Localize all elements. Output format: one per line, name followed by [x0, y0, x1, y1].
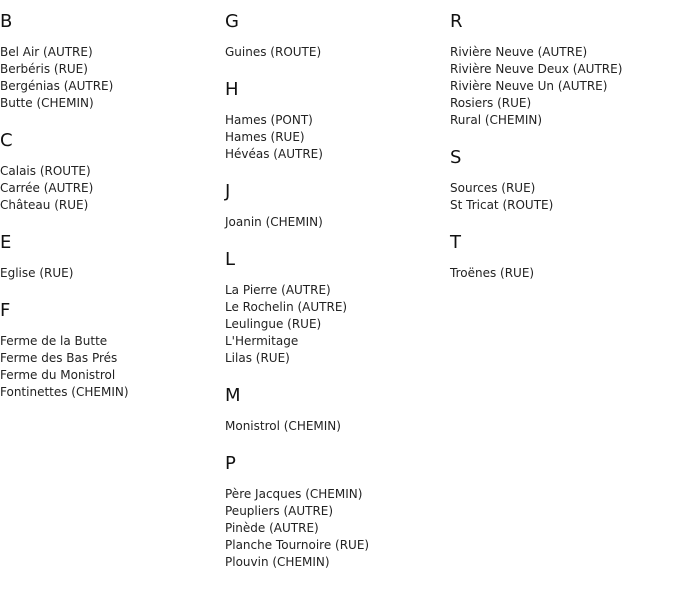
letter-heading: J — [225, 181, 231, 202]
street-link[interactable]: Ferme des Bas Prés — [0, 351, 118, 365]
index-column — [225, 10, 445, 588]
index-column — [0, 10, 220, 418]
street-list — [0, 44, 220, 112]
letter-heading: M — [225, 385, 241, 406]
letter-group — [450, 231, 670, 282]
street-link[interactable]: Peupliers (AUTRE) — [225, 504, 334, 518]
street-list — [225, 418, 445, 435]
letter-heading: S — [450, 147, 462, 168]
street-link[interactable]: Château (RUE) — [0, 198, 89, 212]
street-link[interactable]: Carrée (AUTRE) — [0, 181, 94, 195]
letter-group — [225, 78, 445, 163]
street-link[interactable]: L'Hermitage — [225, 334, 299, 348]
street-list — [450, 265, 670, 282]
letter-group — [0, 129, 220, 214]
letter-group — [225, 384, 445, 435]
street-link[interactable]: Bergénias (AUTRE) — [0, 79, 114, 93]
street-link[interactable]: Hames (PONT) — [225, 113, 313, 127]
street-link[interactable]: Berbéris (RUE) — [0, 62, 88, 76]
street-list — [450, 44, 670, 129]
street-list — [0, 265, 220, 282]
letter-heading: G — [225, 11, 239, 32]
letter-group — [225, 10, 445, 61]
street-link[interactable]: Père Jacques (CHEMIN) — [225, 487, 363, 501]
letter-group — [0, 10, 220, 112]
street-link[interactable]: Sources (RUE) — [450, 181, 536, 195]
letter-group — [0, 299, 220, 401]
street-link[interactable]: Eglise (RUE) — [0, 266, 74, 280]
street-link[interactable]: Lilas (RUE) — [225, 351, 290, 365]
street-list — [225, 282, 445, 367]
letter-heading: H — [225, 79, 239, 100]
street-link[interactable]: St Tricat (ROUTE) — [450, 198, 554, 212]
street-link[interactable]: Rivière Neuve Un (AUTRE) — [450, 79, 608, 93]
letter-heading: F — [0, 300, 11, 321]
street-list — [450, 180, 670, 214]
street-link[interactable]: Fontinettes (CHEMIN) — [0, 385, 129, 399]
street-link[interactable]: Rivière Neuve (AUTRE) — [450, 45, 588, 59]
street-list — [0, 333, 220, 401]
letter-group — [225, 180, 445, 231]
letter-heading: R — [450, 11, 463, 32]
letter-heading: B — [0, 11, 13, 32]
street-link[interactable]: Rivière Neuve Deux (AUTRE) — [450, 62, 623, 76]
street-link[interactable]: Planche Tournoire (RUE) — [225, 538, 370, 552]
letter-heading: T — [450, 232, 461, 253]
street-link[interactable]: Le Rochelin (AUTRE) — [225, 300, 348, 314]
street-link[interactable]: Guines (ROUTE) — [225, 45, 322, 59]
letter-group — [450, 146, 670, 214]
letter-group — [225, 248, 445, 367]
street-link[interactable]: Ferme du Monistrol — [0, 368, 116, 382]
street-link[interactable]: Monistrol (CHEMIN) — [225, 419, 341, 433]
street-list — [225, 486, 445, 571]
letter-heading: L — [225, 249, 236, 270]
street-list — [0, 163, 220, 214]
letter-group — [0, 231, 220, 282]
street-list — [225, 112, 445, 163]
street-link[interactable]: Joanin (CHEMIN) — [225, 215, 323, 229]
street-link[interactable]: Pinède (AUTRE) — [225, 521, 319, 535]
street-link[interactable]: Troënes (RUE) — [450, 266, 535, 280]
street-link[interactable]: Butte (CHEMIN) — [0, 96, 94, 110]
street-link[interactable]: Ferme de la Butte — [0, 334, 108, 348]
street-link[interactable]: La Pierre (AUTRE) — [225, 283, 331, 297]
letter-heading: E — [0, 232, 12, 253]
street-link[interactable]: Hévéas (AUTRE) — [225, 147, 323, 161]
street-link[interactable]: Hames (RUE) — [225, 130, 305, 144]
street-link[interactable]: Plouvin (CHEMIN) — [225, 555, 330, 569]
street-list — [225, 44, 445, 61]
index-column — [450, 10, 670, 299]
letter-heading: P — [225, 453, 236, 474]
letter-heading: C — [0, 130, 13, 151]
street-link[interactable]: Bel Air (AUTRE) — [0, 45, 93, 59]
street-link[interactable]: Calais (ROUTE) — [0, 164, 91, 178]
street-list — [225, 214, 445, 231]
letter-group — [450, 10, 670, 129]
letter-group — [225, 452, 445, 571]
street-link[interactable]: Leulingue (RUE) — [225, 317, 322, 331]
street-link[interactable]: Rural (CHEMIN) — [450, 113, 543, 127]
street-link[interactable]: Rosiers (RUE) — [450, 96, 532, 110]
